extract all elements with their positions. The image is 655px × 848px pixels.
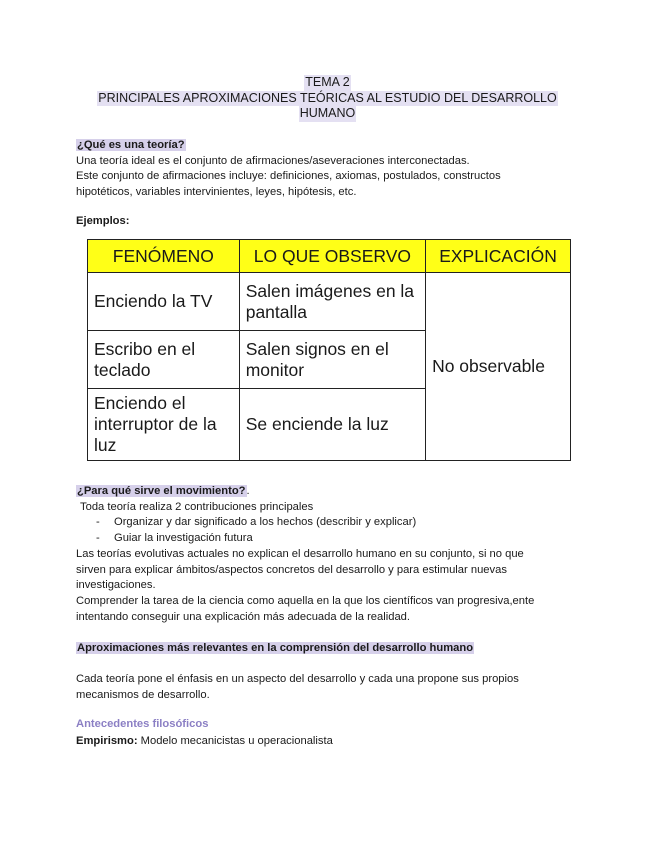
purpose-intro: Toda teoría realiza 2 contribuciones principales xyxy=(80,500,314,513)
cell-phenomenon: Enciendo el interruptor de la luz xyxy=(88,389,240,461)
list-item: - Organizar y dar significado a los hechos (describir y explicar) xyxy=(76,515,576,531)
approaches-line-1: Cada teoría pone el énfasis en un aspecto del desarrollo y cada una propone sus propios xyxy=(76,673,519,685)
title-line-1: PRINCIPALES APROXIMACIONES TEÓRICAS AL ESTUDIO DEL DESARROLLO xyxy=(98,90,557,105)
section-purpose xyxy=(76,484,576,625)
cell-explanation: No observable xyxy=(426,273,571,461)
heading-what-is-theory: ¿Qué es una teoría? xyxy=(77,139,185,151)
empiricism-line xyxy=(76,734,576,750)
examples-table xyxy=(87,239,571,461)
table-header-row xyxy=(88,240,571,273)
theory-line-2: Este conjunto de afirmaciones incluye: definiciones, axiomas, postulados, constructos xyxy=(76,170,501,183)
col-header-observation: LO QUE OBSERVO xyxy=(239,240,425,273)
purpose-para1-line2: sirven para explicar ámbitos/aspectos concretos del desarrollo y para estimular nuevas xyxy=(76,563,507,576)
heading-approaches-wrap xyxy=(76,641,576,657)
heading-purpose-suffix: . xyxy=(246,485,250,497)
heading-purpose: ¿Para qué sirve el movimiento? xyxy=(77,485,246,497)
list-item: - Guiar la investigación futura xyxy=(76,531,576,547)
theory-line-3: hipotéticos, variables intervinientes, leyes, hipótesis, etc. xyxy=(76,186,357,199)
col-header-phenomenon: FENÓMENO xyxy=(88,240,240,273)
cell-observation: Salen imágenes en la pantalla xyxy=(239,273,425,331)
cell-phenomenon: Enciendo la TV xyxy=(88,273,240,331)
col-header-explanation: EXPLICACIÓN xyxy=(426,240,571,273)
purpose-bullet-list xyxy=(76,515,576,546)
subheading-philosophical: Antecedentes filosóficos xyxy=(76,718,209,730)
empiricism-text: Modelo mecanicistas u operacionalista xyxy=(137,735,333,747)
heading-approaches: Aproximaciones más relevantes en la comprensión del desarrollo humano xyxy=(77,642,474,654)
cell-phenomenon: Escribo en el teclado xyxy=(88,331,240,389)
purpose-para1-line3: investigaciones. xyxy=(76,579,156,592)
theory-line-1: Una teoría ideal es el conjunto de afirmaciones/aseveraciones interconectadas. xyxy=(76,154,470,167)
purpose-para2-line2: intentando conseguir una explicación más adecuada de la realidad. xyxy=(76,610,410,623)
approaches-line-2: mecanismos de desarrollo. xyxy=(76,688,210,701)
document-title xyxy=(76,75,579,122)
title-line-2: HUMANO xyxy=(299,106,356,120)
approaches-paragraph xyxy=(76,672,576,703)
cell-observation: Se enciende la luz xyxy=(239,389,425,461)
cell-observation: Salen signos en el monitor xyxy=(239,331,425,389)
section-what-is-theory xyxy=(76,138,576,201)
topic-label: TEMA 2 xyxy=(305,75,350,89)
empiricism-label: Empirismo: xyxy=(76,735,138,747)
purpose-para2-line1: Comprender la tarea de la ciencia como aquella en la que los científicos van progresiva,ente xyxy=(76,594,535,607)
heading-examples: Ejemplos: xyxy=(76,215,130,227)
purpose-para1-line1: Las teorías evolutivas actuales no explican el desarrollo humano en su conjunto, si no que xyxy=(76,547,524,560)
table-row xyxy=(88,273,571,331)
